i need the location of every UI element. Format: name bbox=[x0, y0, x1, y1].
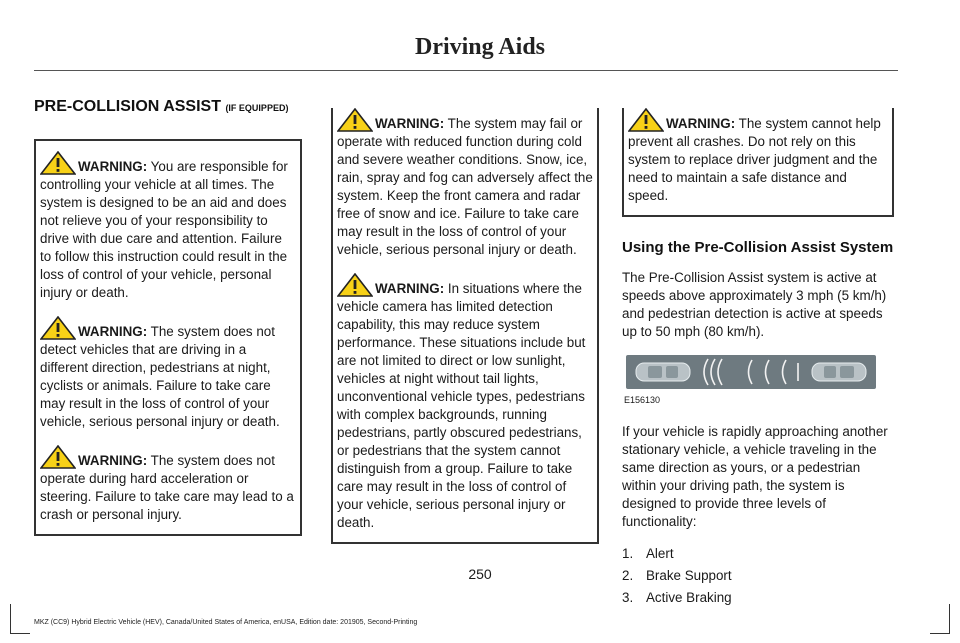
warning-label: WARNING: bbox=[78, 324, 148, 339]
warning-text: The system does not operate during hard acceleration or steering. Failure to take care may lead to a crash or personal injury. bbox=[40, 453, 294, 522]
warning-block bbox=[40, 151, 296, 302]
warning-triangle-icon bbox=[40, 316, 76, 340]
warning-block bbox=[337, 108, 593, 259]
warning-block bbox=[40, 445, 296, 524]
list-text: Alert bbox=[646, 546, 674, 561]
warning-label: WARNING: bbox=[666, 116, 736, 131]
list-number: 1. bbox=[622, 546, 634, 561]
list-text: Brake Support bbox=[646, 568, 732, 583]
column-3 bbox=[622, 98, 894, 611]
list-item bbox=[622, 589, 894, 607]
page-header-title: Driving Aids bbox=[414, 34, 546, 60]
warning-label: WARNING: bbox=[375, 281, 445, 296]
warning-label: WARNING: bbox=[78, 159, 148, 174]
warning-text: You are responsible for controlling your vehicle at all times. The system is designed to be an aid and does not relieve you of your responsibility to drive with due care and attention. Failure to follow this instruction could result in the loss of control of your vehicle, personal injury or death. bbox=[40, 159, 288, 300]
section-title-text: PRE-COLLISION ASSIST bbox=[34, 98, 221, 115]
footer-edition-text: MKZ (CC9) Hybrid Electric Vehicle (HEV), Canada/United States of America, enUSA, Edition date: 201905, Second-Printing bbox=[34, 619, 418, 626]
warning-triangle-icon bbox=[337, 273, 373, 297]
warning-label: WARNING: bbox=[375, 116, 445, 131]
list-number: 2. bbox=[622, 568, 634, 583]
warning-text: The system does not detect vehicles that are driving in a different direction, pedestrians at night, cyclists or animals. Failure to take care may result in the loss of control of your vehicle, serious personal injury or death. bbox=[40, 324, 280, 429]
paragraph-speeds: The Pre-Collision Assist system is active at speeds above approximately 3 mph (5 km/h) and pedestrian detection is active at speeds up to 50 mph (80 km/h). bbox=[622, 270, 887, 339]
warning-text: The system cannot help prevent all crashes. Do not rely on this system to replace driver judgment and the need to maintain a safe distance and speed. bbox=[628, 116, 881, 203]
warning-text: The system may fail or operate with reduced function during cold and severe weather conditions. Snow, ice, rain, spray and fog can adversely affect the system. Keep the front camera and radar free of snow and ice. Failure to take care may result in the loss of control of your vehicle, serious personal injury or death. bbox=[337, 116, 593, 257]
warning-triangle-icon bbox=[628, 108, 664, 132]
warning-box-1 bbox=[34, 139, 302, 536]
crop-mark bbox=[930, 633, 950, 634]
warning-block bbox=[40, 316, 296, 431]
page-number: 250 bbox=[468, 566, 492, 582]
car-approach-illustration bbox=[626, 355, 876, 389]
list-item bbox=[622, 545, 894, 563]
warning-triangle-icon bbox=[337, 108, 373, 132]
warning-box-2 bbox=[331, 108, 599, 544]
warning-triangle-icon bbox=[40, 445, 76, 469]
subsection-heading: Using the Pre-Collision Assist System bbox=[622, 239, 894, 256]
warning-block bbox=[628, 108, 888, 205]
crop-mark bbox=[10, 633, 30, 634]
graphic-code: E156130 bbox=[624, 395, 661, 405]
warning-triangle-icon bbox=[40, 151, 76, 175]
column-1 bbox=[34, 98, 302, 536]
warning-text: In situations where the vehicle camera has limited detection capability, this may reduce system performance. These situations include but are not limited to direct or low sunlight, vehicles at night without tail lights, unconventional vehicle types, pedestrians with complex backgrounds, running pedestrians, partly obscured pedestrians, or pedestrians that the system cannot distinguish from a group. Failure to take care may result in the loss of control of your vehicle, serious personal injury or death. bbox=[337, 281, 586, 530]
crop-mark bbox=[949, 604, 950, 634]
column-2 bbox=[331, 98, 599, 544]
section-qualifier: (IF EQUIPPED) bbox=[225, 103, 289, 113]
section-title bbox=[34, 98, 302, 117]
list-number: 3. bbox=[622, 590, 634, 605]
warning-box-3 bbox=[622, 108, 894, 217]
warning-label: WARNING: bbox=[78, 453, 148, 468]
list-text: Active Braking bbox=[646, 590, 732, 605]
crop-mark bbox=[10, 604, 11, 634]
paragraph-functionality: If your vehicle is rapidly approaching another stationary vehicle, a vehicle traveling in the same direction as yours, or a pedestrian within your driving path, the system is designed to provide three levels of functionality: bbox=[622, 424, 888, 529]
warning-block bbox=[337, 273, 593, 532]
header-divider bbox=[34, 70, 898, 71]
collision-graphic bbox=[626, 355, 876, 389]
